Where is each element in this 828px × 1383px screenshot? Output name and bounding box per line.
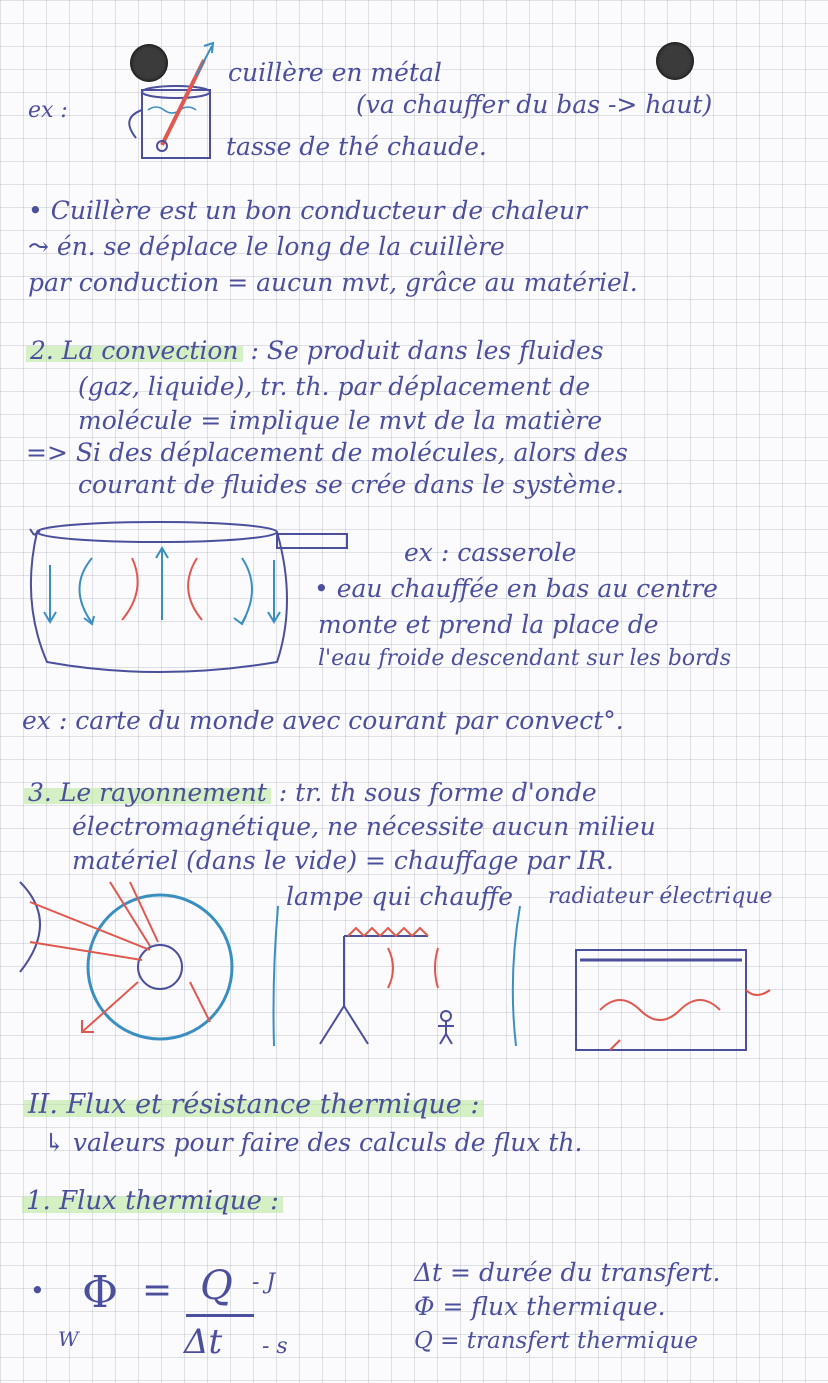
- formula-Q-unit: - J: [252, 1270, 276, 1295]
- saucepan-line-2: monte et prend la place de: [318, 610, 659, 639]
- saucepan-example-label: ex : casserole: [404, 538, 577, 567]
- radiator-drawing: [570, 930, 780, 1060]
- cup-label: tasse de thé chaude.: [226, 132, 487, 161]
- saucepan-line-3: l'eau froide descendant sur les bords: [318, 646, 732, 671]
- convection-line-4: => Si des déplacement de molécules, alors des: [26, 438, 628, 467]
- conduction-line-1: • Cuillère est un bon conducteur de chaleur: [28, 196, 587, 225]
- rayonnement-line-3: matériel (dans le vide) = chauffage par IR.: [72, 846, 614, 875]
- formula-dt-unit: - s: [262, 1334, 288, 1359]
- spoon-note: (va chauffer du bas -> haut): [356, 90, 713, 119]
- spoon-cup-drawing: [100, 40, 240, 170]
- convection-line-5: courant de fluides se crée dans le système.: [78, 470, 624, 499]
- binder-hole-right: [656, 42, 694, 80]
- formula-equals: =: [142, 1270, 173, 1311]
- convection-line-2: (gaz, liquide), tr. th. par déplacement de: [78, 372, 591, 401]
- conduction-line-2: ⤳ én. se déplace le long de la cuillère: [28, 232, 505, 261]
- map-example: ex : carte du monde avec courant par convect°.: [22, 706, 624, 735]
- convection-line-1: : Se produit dans les fluides: [250, 336, 604, 365]
- radiator-label: radiateur électrique: [548, 884, 773, 909]
- convection-heading-line: [26, 336, 604, 366]
- flux-formula: [30, 1262, 340, 1372]
- formula-fraction-bar: [186, 1314, 254, 1317]
- section-2-heading: II. Flux et résistance thermique :: [24, 1089, 483, 1120]
- rayonnement-heading-line: [24, 778, 597, 808]
- def-phi: Φ = flux thermique.: [414, 1292, 666, 1321]
- section-2-subline: ↳ valeurs pour faire des calculs de flux th.: [44, 1128, 583, 1157]
- flux-heading: 1. Flux thermique :: [22, 1186, 283, 1216]
- example-label: ex :: [28, 98, 68, 123]
- def-dt: Δt = durée du transfert.: [414, 1258, 721, 1287]
- saucepan-line-1: • eau chauffée en bas au centre: [314, 574, 718, 603]
- formula-bullet: •: [30, 1276, 45, 1305]
- conduction-line-3: par conduction = aucun mvt, grâce au matériel.: [28, 268, 638, 297]
- def-Q: Q = transfert thermique: [414, 1328, 698, 1354]
- formula-Q: Q: [200, 1263, 233, 1309]
- convection-line-3: molécule = implique le mvt de la matière: [78, 406, 603, 435]
- flux-heading-line: [22, 1186, 283, 1216]
- formula-dt: Δt: [184, 1322, 223, 1362]
- sun-earth-drawing: [10, 872, 260, 1072]
- saucepan-drawing: [22, 510, 352, 690]
- formula-phi: Φ: [82, 1267, 119, 1318]
- rayonnement-heading: 3. Le rayonnement: [24, 778, 271, 807]
- convection-heading: 2. La convection: [26, 336, 243, 365]
- rayonnement-line-2: électromagnétique, ne nécessite aucun milieu: [72, 812, 656, 841]
- lamp-label: lampe qui chauffe: [286, 882, 514, 911]
- section-2-heading-line: [24, 1090, 483, 1120]
- formula-phi-unit: W: [58, 1327, 79, 1351]
- spoon-label: cuillère en métal: [228, 58, 442, 87]
- rayonnement-line-1: : tr. th sous forme d'onde: [278, 778, 597, 807]
